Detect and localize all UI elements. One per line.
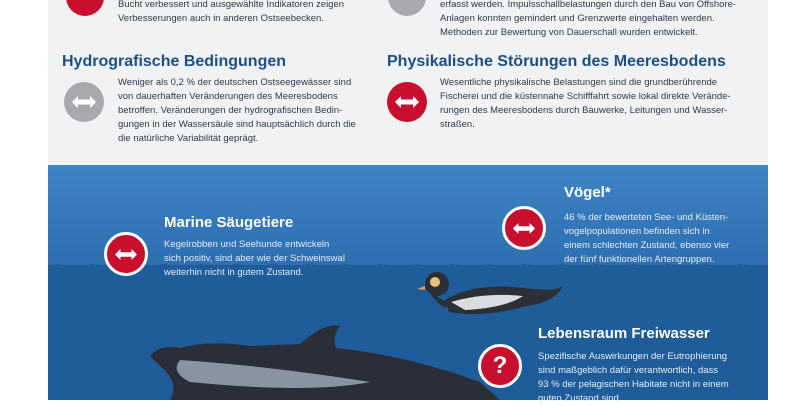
heading-marine-saeugetiere: Marine Säugetiere [164,214,294,231]
double-arrow-icon [71,95,97,109]
top-left-text-fragment: Bucht verbessert und ausgewählte Indikatoren zeigen Verbesserungen auch in anderen Ostseebecken. [118,0,345,24]
top-right-text-fragment: erfasst werden. Impulsschallbelastungen durch den Bau von Offshore- Anlagen konnten gemindert und Grenzwerte eingehalten werden. Methoden zur Bewertung von Dauerschall wurden entwickelt. [440,0,737,38]
hydro-description: Weniger als 0,2 % der deutschen Ostseegewässer sind von dauerhaften Veränderungen des Meeresbodens betroffen. Veränderungen der hydrografischen Bedin- gungen in der Wassersäule sind hauptsächlich durch die die natürliche Variabilität geprägt. [118,77,356,144]
status-badge-birds [502,206,546,250]
status-badge-hydro [64,82,104,122]
double-arrow-icon [114,248,138,261]
status-badge-mammals [104,232,148,276]
mammals-description: Kegelrobben und Seehunde entwickeln sich positiv, sind aber wie der Schweinswal weiterhin nicht in gutem Zustand. [164,239,345,278]
question-mark-icon: ? [492,352,508,379]
porpoise-illustration [150,322,500,400]
heading-voegel: Vögel* [564,184,611,201]
physical-description: Wesentliche physikalische Belastungen sind die grundberührende Fischerei und die küstennahe Schifffahrt sowie lokal direkte Verände- rungen des Meeresbodens durch Bauwerke, Leitungen und Wasser- straßen. [440,77,731,130]
heading-physikalische-stoerungen: Physikalische Störungen des Meeresbodens [387,53,726,70]
status-badge-pelagic [478,344,522,388]
heading-lebensraum-freiwasser: Lebensraum Freiwasser [538,325,710,342]
double-arrow-icon [394,95,420,109]
pelagic-description: Spezifische Auswirkungen der Eutrophierung sind maßgeblich dafür verantwortlich, dass 93 % der pelagischen Habitate nicht in einem guten Zustand sind. [538,351,729,404]
status-badge-physical [387,82,427,122]
heading-hydrografische-bedingungen: Hydrografische Bedingungen [62,53,287,70]
double-arrow-icon [512,222,536,235]
birds-description: 46 % der bewerteten See- und Küsten- vogelpopulationen befinden sich in einem schlechten Zustand, ebenso vier der fünf funktionellen Artengruppen. [564,212,730,265]
long-tailed-duck-illustration [415,262,565,324]
